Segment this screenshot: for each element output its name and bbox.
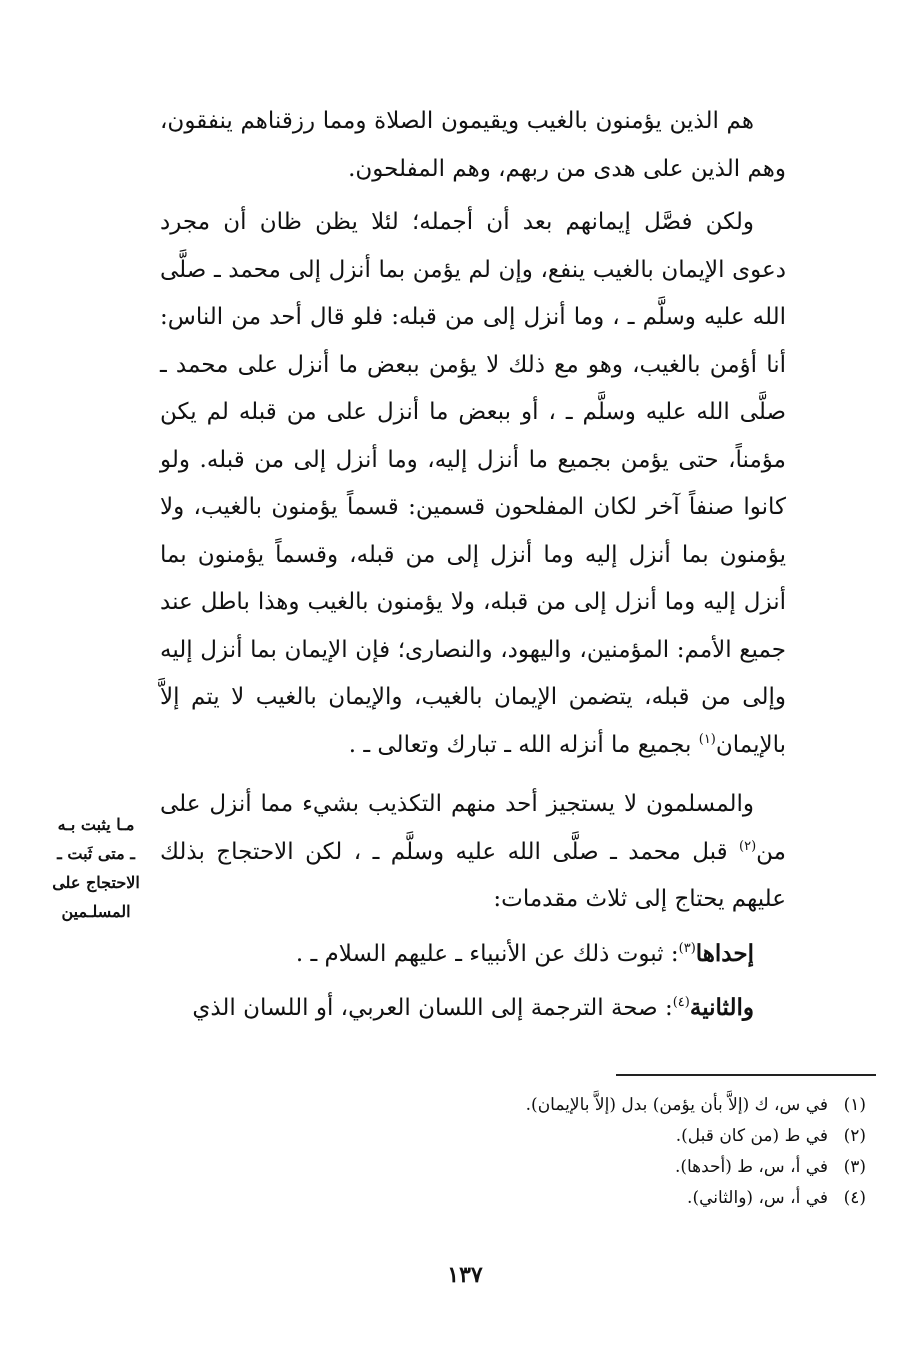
footnote-1 [300, 1090, 866, 1121]
paragraph-3-text-b: قبل محمد ـ صلَّى الله عليه وسلَّم ـ ، لكن الاحتجاج بذلك عليهم يحتاج إلى ثلاث مقدمات: [160, 838, 786, 912]
paragraph-3-text-a: والمسلمون لا يستجيز أحد منهم التكذيب بشيء مما أنزل على من [160, 791, 786, 865]
margin-note-line-3: الاحتجاج على [52, 873, 140, 892]
footnote-divider [616, 1074, 876, 1076]
paragraph-5-lead: والثانية [689, 994, 754, 1021]
footnote-number: (٤) [843, 1188, 866, 1208]
footnote-ref-3: (٣) [678, 940, 696, 956]
paragraph-2-text-b: بجميع ما أنزله الله ـ تبارك وتعالى ـ . [348, 731, 699, 758]
footnote-ref-1: (١) [698, 731, 716, 747]
margin-note-line-2: ـ متى ثَبت ـ [57, 844, 135, 863]
footnote-number: (٢) [843, 1126, 866, 1146]
footnote-text: في أ، س، ط (أحدها). [674, 1157, 828, 1177]
paragraph-5-text: : صحة الترجمة إلى اللسان العربي، أو اللسان الذي [192, 995, 673, 1021]
footnote-text: في س، ك (إلاَّ بأن يؤمن) بدل (إلاَّ بالإيمان). [525, 1095, 828, 1115]
page-number: ١٣٧ [447, 1262, 483, 1288]
paragraph-1-text: هم الذين يؤمنون بالغيب ويقيمون الصلاة ومما رزقناهم ينفقون، وهم الذين على هدى من ربهم، وهم المفلحون. [160, 108, 786, 182]
footnote-2 [300, 1121, 866, 1152]
footnote-text: في ط (من كان قبل). [675, 1126, 828, 1146]
footnote-3 [300, 1152, 866, 1183]
footnote-text: في أ، س، (والثاني). [687, 1188, 828, 1208]
paragraph-4-text: : ثبوت ذلك عن الأنبياء ـ عليهم السلام ـ . [295, 940, 679, 967]
paragraph-1 [160, 98, 786, 193]
margin-note-line-1: مـا يثبت بـه [57, 815, 135, 834]
paragraph-2-text-a: ولكن فصَّل إيمانهم بعد أن أجمله؛ لئلا يظن ظان أن مجرد دعوى الإيمان بالغيب ينفع، وإن لم يؤمن بما أنزل إلى محمد ـ صلَّى الله عليه وسلَّم ـ ، وما أنزل إلى من قبله: فلو قال أحد من الناس: أنا أؤمن بالغيب، وهو مع ذلك لا يؤمن ببعض ما أنزل على محمد ـ صلَّى الله عليه وسلَّم ـ ، أو ببعض ما أنزل على من قبله لم يكن مؤمناً، حتى يؤمن بجميع ما أنزل إليه، وما أنزل إلى من قبله. ولو كانوا صنفاً آخر لكان المفلحون قسمين: قسماً يؤمنون بالغيب، ولا يؤمنون بما أنزل إليه وما أنزل إلى من قبله، وقسماً يؤمنون بما أنزل إليه وما أنزل إلى من قبله، ولا يؤمنون بالغيب وهذا باطل عند جميع الأمم: المؤمنين، واليهود، والنصارى؛ فإن الإيمان بما أنزل إليه وإلى من قبله، يتضمن الإيمان بالغيب، والإيمان بالغيب لا يتم إلاَّ بالإيمان [160, 209, 786, 758]
footnote-number: (١) [843, 1095, 866, 1115]
paragraph-5 [160, 984, 786, 1033]
paragraph-4-lead: إحداها [695, 939, 754, 967]
footnote-ref-4: (٤) [672, 995, 690, 1010]
footnote-number: (٣) [843, 1157, 866, 1177]
footnotes [300, 1090, 866, 1214]
margin-note [44, 810, 148, 926]
footnote-4 [300, 1183, 866, 1214]
main-text [160, 98, 786, 1033]
paragraph-4 [160, 930, 786, 979]
paragraph-3 [160, 781, 786, 924]
margin-note-line-4: المسلـمين [61, 902, 131, 921]
footnote-ref-2: (٢) [739, 838, 757, 854]
paragraph-2 [160, 199, 786, 769]
